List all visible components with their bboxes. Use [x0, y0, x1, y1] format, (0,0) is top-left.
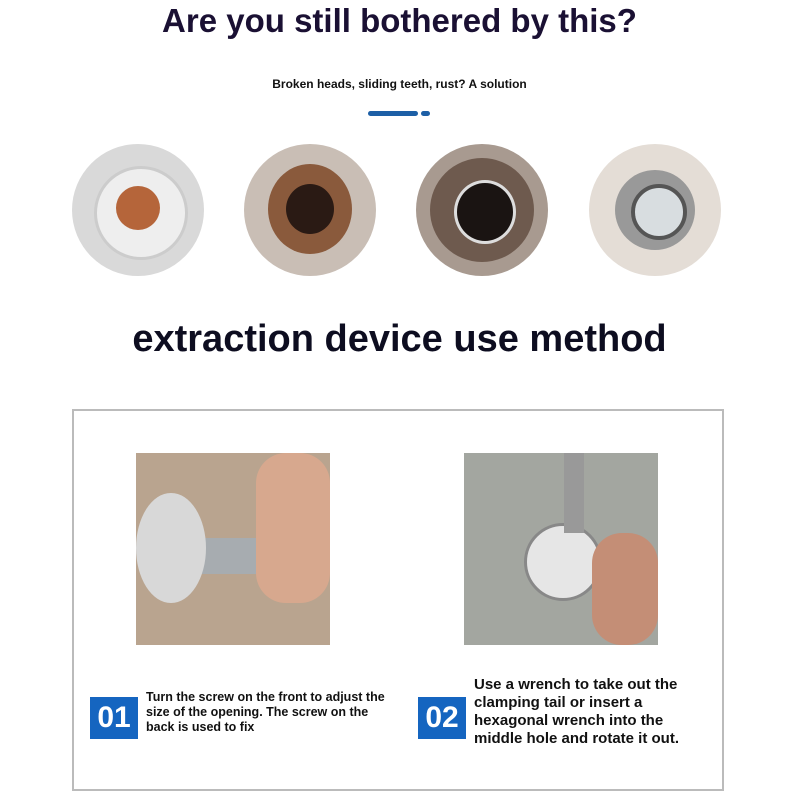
step-1-photo [136, 453, 330, 645]
step-2-number: 02 [418, 697, 466, 739]
divider-dot [421, 111, 430, 116]
problem-photo-sliding-teeth [416, 144, 548, 276]
divider-bar [368, 111, 418, 116]
page-title: Are you still bothered by this? [162, 2, 637, 39]
step-2-photo [464, 453, 658, 645]
problem-photo-rust [244, 144, 376, 276]
problem-photo-stuck-fitting [589, 144, 721, 276]
step-1-number: 01 [90, 697, 138, 739]
subtitle: Broken heads, sliding teeth, rust? A solution [272, 77, 527, 91]
step-1-text: Turn the screw on the front to adjust the size of the opening. The screw on the back is used to fix [146, 690, 385, 734]
method-title: extraction device use method [132, 318, 667, 360]
step-2-text: Use a wrench to take out the clamping tail or insert a hexagonal wrench into the middle hole and rotate it out. [474, 676, 680, 747]
problem-photo-broken-head [72, 144, 204, 276]
